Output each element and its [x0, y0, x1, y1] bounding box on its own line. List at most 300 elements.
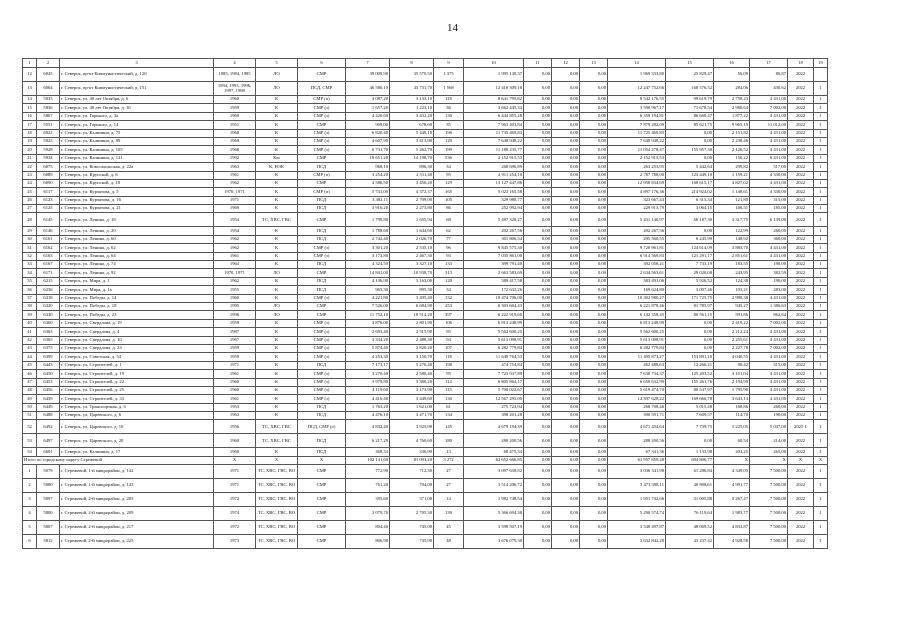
table-cell: 4 431,00	[750, 328, 788, 336]
table-cell: 44	[23, 353, 37, 361]
table-cell: 3 036 341,98	[608, 465, 666, 479]
table-cell: 61 286,84	[666, 465, 714, 479]
table-cell: 4 221,80	[346, 294, 390, 302]
table-row	[23, 286, 828, 294]
table-cell: 4 679 194,39	[464, 420, 524, 434]
table-cell: 1	[814, 336, 828, 344]
table-cell: 0,00	[552, 479, 580, 493]
table-cell: 2022	[788, 370, 814, 378]
table-cell: СМР	[298, 521, 346, 535]
table-cell: г. Северск, ул. Ленина, д. 62	[60, 244, 214, 252]
table-cell: СМР (з)	[298, 370, 346, 378]
table-cell: 5928	[37, 146, 60, 154]
table-cell: 0,00	[552, 146, 580, 154]
table-cell: 0,00	[580, 336, 608, 344]
table-cell: ПСД	[298, 205, 346, 213]
table-row	[23, 370, 828, 378]
table-cell: 1	[814, 395, 828, 403]
table-cell: 0,00	[552, 104, 580, 112]
table-cell: К	[256, 252, 298, 260]
table-cell: г. Северск, ул. Победы, д. 14	[60, 294, 214, 302]
table-cell: 0,00	[524, 163, 552, 171]
table-cell: 129	[434, 179, 464, 187]
table-cell: 6075	[37, 163, 60, 171]
table-cell: 1	[814, 112, 828, 120]
table-cell: 12 247 752,66	[608, 82, 666, 96]
table-row	[23, 328, 828, 336]
table-cell: 1960	[214, 294, 256, 302]
table-cell: 6 820,40	[346, 129, 390, 137]
table-cell: СМР (з)	[298, 395, 346, 403]
table-cell: 3 150,70	[390, 353, 434, 361]
table-cell: 2022	[788, 465, 814, 479]
table-cell: 1973	[214, 535, 256, 549]
table-cell: 1	[23, 465, 37, 479]
table-cell: 0,00	[580, 294, 608, 302]
table-cell: 81 785,97	[666, 302, 714, 310]
table-cell: 17	[23, 121, 37, 129]
table-cell: 62 652 666,85	[464, 456, 524, 464]
table-cell: 11 649 764,53	[464, 353, 524, 361]
table-cell: 7 002,00	[750, 344, 788, 352]
table-cell: 61 957 859,28	[608, 456, 666, 464]
table-cell: 6125	[37, 205, 60, 213]
table-cell: 0,00	[580, 163, 608, 171]
table-cell: 3 883,70	[714, 244, 750, 252]
table-cell: 0,00	[524, 154, 552, 162]
table-cell: 591,86	[714, 311, 750, 319]
table-cell: 0,00	[552, 361, 580, 369]
table-cell: 3 662 445,33	[464, 104, 524, 112]
table-cell: 0,00	[552, 378, 580, 386]
table-cell: 1 763,20	[346, 403, 390, 411]
table-cell: СМР	[298, 213, 346, 227]
table-cell: СМР	[298, 121, 346, 129]
table-cell: 6492	[37, 420, 60, 434]
table-cell: 2 152 915,53	[464, 154, 524, 162]
table-cell: 0,00	[580, 104, 608, 112]
table-cell: 5812	[37, 535, 60, 549]
table-cell: 6360	[37, 319, 60, 327]
table-cell: 5079	[37, 465, 60, 479]
table-cell: 121,80	[714, 196, 750, 204]
table-cell: 120	[434, 277, 464, 285]
table-cell: 2 212,24	[714, 328, 750, 336]
table-cell: 2022	[788, 171, 814, 179]
table-cell: 7 035 861,00	[464, 252, 524, 260]
table-cell: 6 731,70	[346, 146, 390, 154]
table-cell: 0,00	[524, 235, 552, 243]
table-cell: 48	[23, 386, 37, 394]
table-cell: ТС, ХВС, ГВС, ВО	[256, 479, 298, 493]
table-cell: 1994, 1993, 1996, 1997, 1998	[214, 82, 256, 96]
table-cell: 462 488,63	[608, 361, 666, 369]
table-cell: СМР	[298, 302, 346, 310]
table-cell: СМР (з)	[298, 112, 346, 120]
table-cell: 39	[23, 311, 37, 319]
table-cell: 2022	[788, 227, 814, 235]
table-cell: 704,00	[390, 479, 434, 493]
table-cell: 1	[814, 378, 828, 386]
table-cell: 397	[434, 311, 464, 319]
table-cell: 122,99	[714, 227, 750, 235]
table-cell: 6089	[37, 171, 60, 179]
table-cell: 54	[23, 448, 37, 456]
table-cell: 2022	[788, 403, 814, 411]
table-cell: 1962	[214, 235, 256, 243]
table-cell: 5 270,40	[390, 361, 434, 369]
table-cell: 1971	[214, 361, 256, 369]
table-cell: 114,70	[714, 412, 750, 420]
table-cell: 0,00	[524, 353, 552, 361]
table-cell: 2022	[788, 395, 814, 403]
table-cell: г. Северск, ул. Крупской, д. 18	[60, 179, 214, 187]
table-cell: 10 938,70	[390, 269, 434, 277]
table-cell: 0,00	[524, 129, 552, 137]
table-cell: г. Северск, ул. Ленина, д. 18	[60, 213, 214, 227]
table-cell: ПСД	[298, 261, 346, 269]
table-cell: 1959	[214, 104, 256, 112]
table-cell: К, НЭК	[256, 163, 298, 171]
table-cell: 383 491,06	[608, 277, 666, 285]
table-cell: 3 590 967,17	[608, 104, 666, 112]
table-cell: СМР (з)	[298, 328, 346, 336]
table-cell: 5934	[37, 154, 60, 162]
table-cell: 288 200,56	[608, 434, 666, 448]
table-cell: г. Стрежевой, 2-й микрорайон, д. 205	[60, 493, 214, 507]
table-cell: ТС, ХВС, ГВС, ВО	[256, 507, 298, 521]
table-cell: 1970, 1971	[214, 188, 256, 196]
table-cell: 2022	[788, 213, 814, 227]
table-cell: К	[256, 171, 298, 179]
table-cell: 18	[23, 129, 37, 137]
table-cell: X	[256, 456, 298, 464]
column-number-cell: 3	[60, 59, 214, 68]
table-cell: 165	[434, 188, 464, 196]
table-cell: 6064	[37, 82, 60, 96]
table-cell: 1964	[214, 261, 256, 269]
table-row	[23, 353, 828, 361]
table-cell: 1	[814, 448, 828, 456]
table-cell: г. Северск, ул. Советская, д. 54	[60, 353, 214, 361]
table-cell: 2022	[788, 302, 814, 310]
table-cell: г. Северск, ул. Свердлова, д. 4	[60, 328, 214, 336]
table-cell: К	[256, 286, 298, 294]
table-cell: ЛО	[256, 82, 298, 96]
table-cell: 6 282 779,84	[608, 344, 666, 352]
table-cell: 1	[814, 521, 828, 535]
table-cell: 1972	[214, 521, 256, 535]
table-cell: 0,00	[552, 205, 580, 213]
table-cell: 68	[434, 213, 464, 227]
table-cell: 3 272	[434, 456, 464, 464]
column-number-cell: 14	[608, 59, 666, 68]
column-number-cell: 6	[298, 59, 346, 68]
table-cell: 1961	[214, 252, 256, 260]
table-cell: г. Северск, ул. Строителей, д. 33	[60, 395, 214, 403]
table-cell: 5 926,52	[666, 277, 714, 285]
column-number-cell: 17	[750, 59, 788, 68]
table-cell: 0,00	[552, 269, 580, 277]
table-cell: 214 924,02	[666, 188, 714, 196]
table-row	[23, 104, 828, 112]
table-cell: 3 317,75	[714, 213, 750, 227]
table-cell: 183,55	[714, 261, 750, 269]
table-cell: 3 450,20	[390, 179, 434, 187]
table-cell: 6215	[37, 277, 60, 285]
table-cell: 399 791,40	[464, 261, 524, 269]
table-cell: 0,00	[552, 294, 580, 302]
table-cell: 28	[23, 213, 37, 227]
table-cell: 169 666,78	[666, 395, 714, 403]
table-cell: 6167	[37, 261, 60, 269]
table-cell: 694 806,77	[666, 456, 714, 464]
table-cell: 2022	[788, 277, 814, 285]
table-cell: 3 327,10	[390, 261, 434, 269]
table-cell: ТС, ХВС, ГВС	[256, 420, 298, 434]
table-cell: К	[256, 294, 298, 302]
table-cell: 3 471,70	[390, 412, 434, 420]
table-cell: СМР (з)	[298, 252, 346, 260]
table-cell: 31	[23, 244, 37, 252]
table-cell: 3 254,20	[346, 171, 390, 179]
table-cell: 96	[434, 244, 464, 252]
table-cell: 2 488,30	[390, 336, 434, 344]
table-cell: 203,25	[714, 448, 750, 456]
table-cell: 4 324,50	[346, 261, 390, 269]
table-cell: 6330	[37, 311, 60, 319]
column-number-cell: 11	[524, 59, 552, 68]
table-cell: 260,00	[750, 227, 788, 235]
table-cell: 2022	[788, 378, 814, 386]
table-cell: 1962	[214, 277, 256, 285]
table-cell: 0,00	[524, 277, 552, 285]
table-row	[23, 395, 828, 403]
table-cell: 3 598 507,19	[464, 521, 524, 535]
table-cell: 1963	[214, 412, 256, 420]
table-cell: 0,00	[580, 420, 608, 434]
table-cell: 0,00	[580, 171, 608, 179]
table-row	[23, 244, 828, 252]
table-cell: г. Северск, ул. Мира, д. 1а	[60, 286, 214, 294]
table-cell: 5	[23, 521, 37, 535]
table-cell: 0,00	[580, 386, 608, 394]
table-cell: 3 820,20	[390, 344, 434, 352]
table-cell: 5 613 098,91	[608, 336, 666, 344]
table-cell: К	[256, 146, 298, 154]
column-number-cell: 12	[552, 59, 580, 68]
table-cell: 132	[434, 294, 464, 302]
table-cell: 2022	[788, 196, 814, 204]
table-cell: 0,00	[552, 252, 580, 260]
table-cell: 1959	[214, 344, 256, 352]
table-cell: 199	[434, 146, 464, 154]
table-cell: 965,30	[346, 286, 390, 294]
table-cell: 95	[434, 171, 464, 179]
table-cell: СМР	[298, 465, 346, 479]
table-cell: 862,64	[750, 311, 788, 319]
table-cell: 712,30	[390, 465, 434, 479]
table-cell: К	[256, 378, 298, 386]
table-cell: 0,00	[552, 434, 580, 448]
table-cell: 336,90	[390, 448, 434, 456]
table-cell: 6236	[37, 286, 60, 294]
table-cell: 0,00	[524, 403, 552, 411]
table-cell: 3 301,20	[346, 244, 390, 252]
table-cell: 7 609,57	[666, 412, 714, 420]
table-cell: 268 696,89	[464, 163, 524, 171]
table-cell: 1	[814, 146, 828, 154]
table-cell: 0,00	[580, 82, 608, 96]
table-cell: 0,00	[580, 448, 608, 456]
table-cell: 4 330,00	[750, 171, 788, 179]
table-cell: 2022	[788, 68, 814, 82]
table-cell: 0,00	[580, 403, 608, 411]
table-cell: 1953	[214, 403, 256, 411]
table-cell: 2 255,61	[714, 336, 750, 344]
table-cell: 0,00	[552, 137, 580, 145]
table-cell: 6601	[37, 448, 60, 456]
table-cell: К	[256, 395, 298, 403]
table-cell: 6145	[37, 213, 60, 227]
table-cell: 171 725,75	[666, 294, 714, 302]
table-cell: ПСД	[298, 434, 346, 448]
table-cell: ПСД, СМР (о)	[298, 420, 346, 434]
table-cell: 2 515,90	[390, 328, 434, 336]
table-cell: г. Северск, ул. Ленина, д. 20	[60, 227, 214, 235]
table-cell: 1 982 748,54	[464, 493, 524, 507]
table-cell: 1	[814, 353, 828, 361]
table-cell: г. Стрежевой, 2-й микрорайон, д. 209	[60, 507, 214, 521]
table-cell: 0,00	[552, 302, 580, 310]
table-cell: 1955	[214, 286, 256, 294]
table-cell: 2022	[788, 261, 814, 269]
table-cell: 2022	[788, 154, 814, 162]
table-cell: 139	[434, 507, 464, 521]
table-row	[23, 386, 828, 394]
table-cell: 5 047,00	[750, 420, 788, 434]
table-cell: 0,00	[552, 465, 580, 479]
table-cell: 0,00	[524, 137, 552, 145]
table-cell: 2022	[788, 311, 814, 319]
table-cell: 40 808,61	[666, 479, 714, 493]
table-cell: 2022	[788, 137, 814, 145]
table-row	[23, 465, 828, 479]
table-cell: 5 741,00	[346, 188, 390, 196]
table-cell: 368,34	[346, 448, 390, 456]
table-row	[23, 137, 828, 145]
table-cell: 1 375	[434, 68, 464, 82]
table-cell: 0,00	[580, 328, 608, 336]
table-cell: 5 442,64	[666, 163, 714, 171]
page-number: 14	[447, 22, 458, 34]
table-cell: 0,00	[524, 386, 552, 394]
table-cell: 1987	[214, 328, 256, 336]
table-cell: 0,00	[580, 146, 608, 154]
table-cell: 0,00	[524, 370, 552, 378]
table-row	[23, 188, 828, 196]
table-cell: г. Северск, ул. Ленина, д. 92	[60, 269, 214, 277]
table-cell: 2 851,61	[714, 252, 750, 260]
table-cell: К	[256, 319, 298, 327]
table-cell: 2022	[788, 493, 814, 507]
table-cell: 0,00	[524, 535, 552, 549]
table-cell: 6453	[37, 378, 60, 386]
table-cell: 1961	[214, 395, 256, 403]
table-cell: 0,00	[552, 395, 580, 403]
table-cell: 1951	[214, 121, 256, 129]
table-cell: 2 801,90	[390, 319, 434, 327]
table-cell: г. Северск, ул. Строителей, д. 19	[60, 370, 214, 378]
table-cell: 0,00	[580, 129, 608, 137]
table-cell: 3 876,00	[346, 319, 390, 327]
table-row	[23, 261, 828, 269]
table-cell: г. Стрежевой, 1-й микрорайон, д. 142	[60, 465, 214, 479]
table-cell: К	[256, 205, 298, 213]
table-cell: 3 548 497,87	[608, 521, 666, 535]
table-cell: К	[256, 196, 298, 204]
table-cell: 2 152 915,53	[608, 154, 666, 162]
table-cell: 398 201,28	[464, 412, 524, 420]
table-row	[23, 361, 828, 369]
table-cell: 148,92	[714, 235, 750, 243]
table-cell: 2022	[788, 434, 814, 448]
table-cell: 1 969 333,80	[608, 68, 666, 82]
table-cell: 2 194,99	[714, 378, 750, 386]
table-cell: 1974	[214, 507, 256, 521]
table-cell: 0,00	[552, 507, 580, 521]
table-cell: К	[256, 448, 298, 456]
table-cell: 3 101,04	[714, 370, 750, 378]
table-cell: 39 009,90	[346, 68, 390, 82]
table-cell: 6 914 569,83	[608, 252, 666, 260]
table-cell: 2022	[788, 188, 814, 196]
table-cell: 4 431,00	[750, 353, 788, 361]
table-cell: 1	[814, 252, 828, 260]
table-cell: 50	[23, 403, 37, 411]
table-cell: 1 788,60	[346, 227, 390, 235]
table-cell: 0,00	[580, 456, 608, 464]
table-cell: 390 591,71	[608, 412, 666, 420]
table-cell: 20	[23, 146, 37, 154]
table-cell: 11 735 469,83	[464, 129, 524, 137]
table-cell: 0,00	[524, 269, 552, 277]
table-cell: СМР	[298, 479, 346, 493]
table-cell: 14	[434, 493, 464, 507]
table-cell: 1960	[214, 378, 256, 386]
table-cell: 0,00	[580, 319, 608, 327]
table-cell: 3 676 079,30	[464, 535, 524, 549]
table-cell: 4 431,00	[750, 244, 788, 252]
column-number-cell: 5	[256, 59, 298, 68]
table-cell: 4 431,00	[750, 395, 788, 403]
table-cell: 0,00	[580, 121, 608, 129]
table-cell: 2022	[788, 336, 814, 344]
table-cell: 2 705,30	[390, 507, 434, 521]
table-cell: г. Северск, ул. Царевского, д. 20	[60, 434, 214, 448]
table-cell: 0,00	[666, 344, 714, 352]
table-cell: 6320	[37, 302, 60, 310]
table-cell: СМР (з)	[298, 294, 346, 302]
table-cell: 6439	[37, 395, 60, 403]
table-cell: 1	[814, 188, 828, 196]
table-cell: 60,54	[714, 434, 750, 448]
table-cell: 6 684,90	[390, 302, 434, 310]
table-cell: 42	[23, 336, 37, 344]
table-cell: 11 752,10	[346, 311, 390, 319]
table-cell: 6443	[37, 361, 60, 369]
table-cell: 67 341,36	[608, 448, 666, 456]
